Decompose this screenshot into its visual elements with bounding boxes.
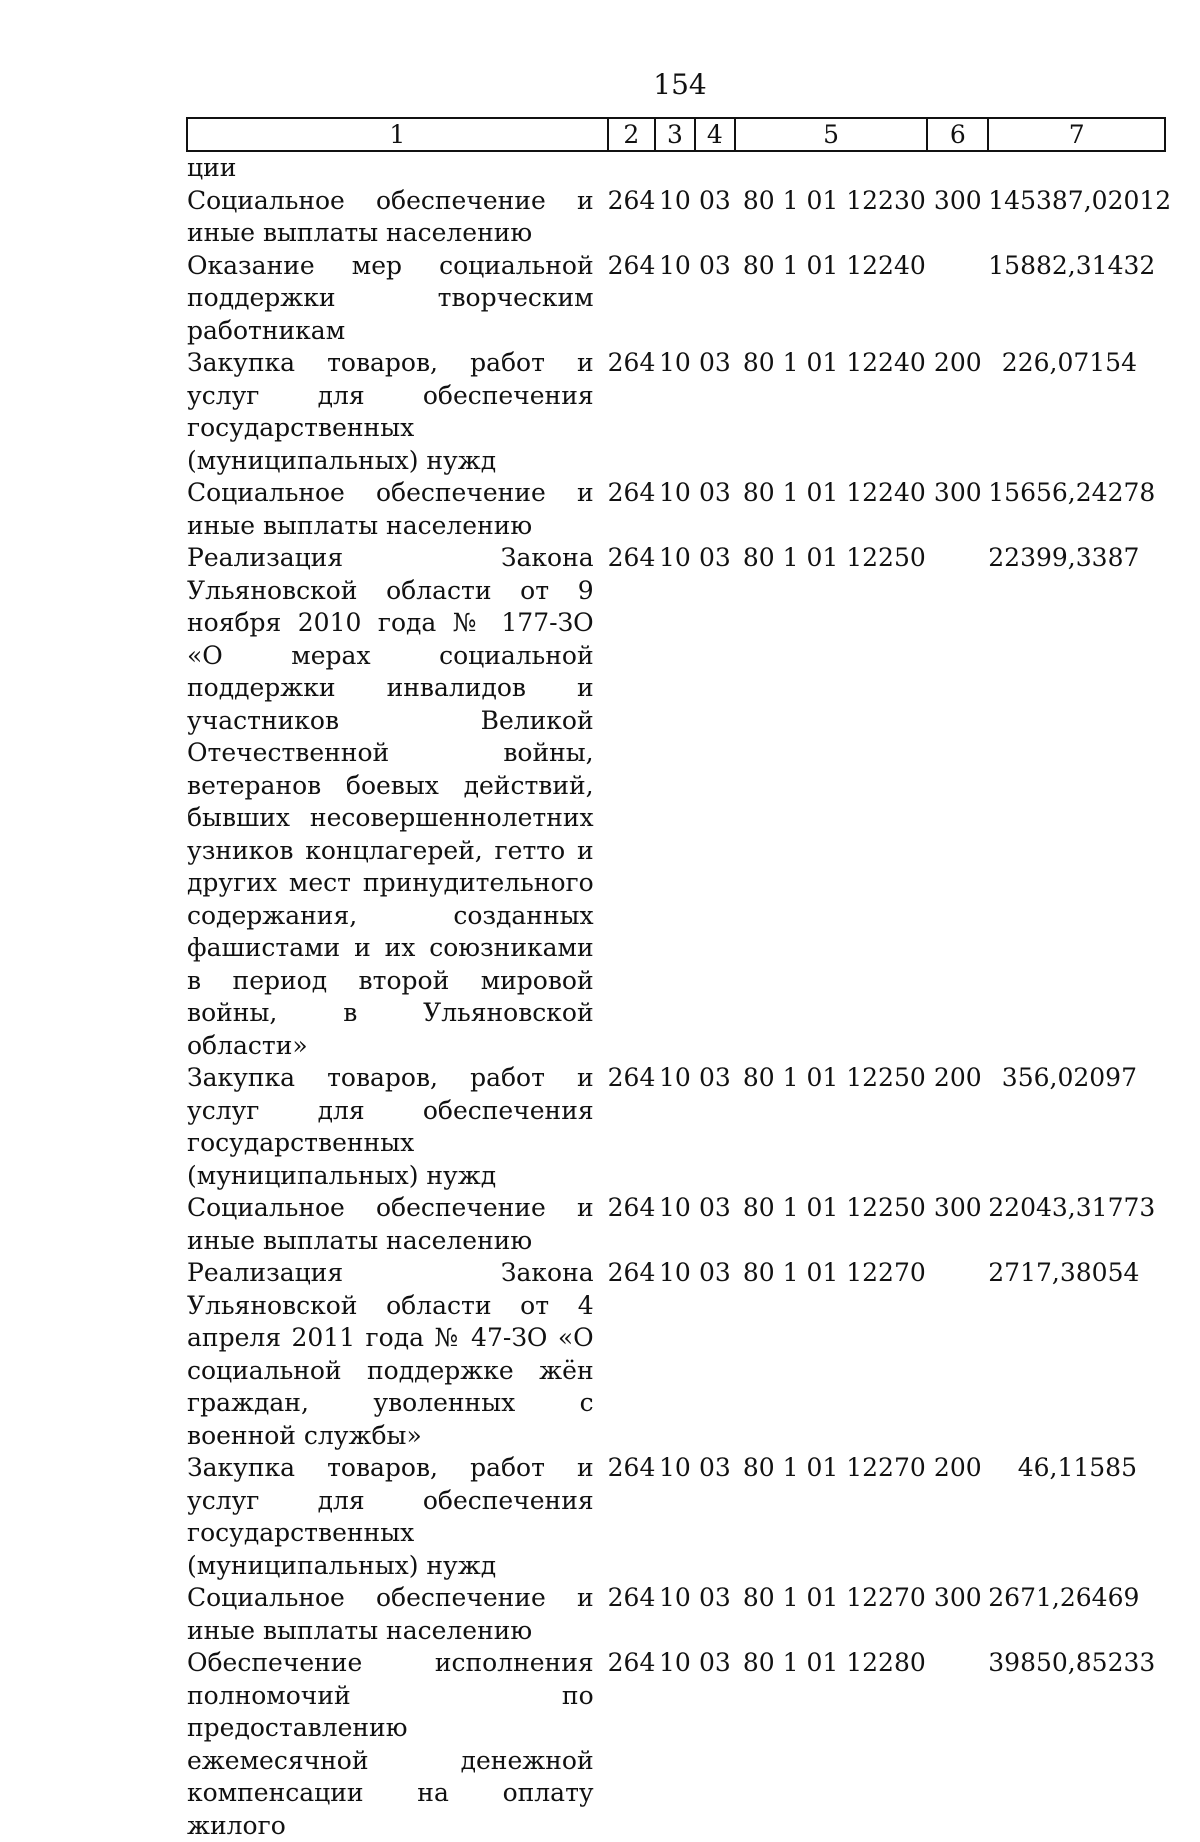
cell-amount: 22043,31773 xyxy=(988,1193,1156,1222)
cell-ministry: 264 xyxy=(607,1648,656,1677)
cell-amount: 226,07154 xyxy=(1001,348,1137,377)
cell-target: 80 1 01 12270 xyxy=(742,1583,926,1612)
cell-type: 300 xyxy=(933,1583,982,1612)
cell-section xyxy=(655,151,695,185)
cell-name: Социальное обеспечение и иные выплаты населению xyxy=(187,478,594,540)
table-row xyxy=(187,250,1165,348)
cell-section: 10 xyxy=(659,1063,691,1092)
cell-amount: 2671,26469 xyxy=(988,1583,1140,1612)
cell-ministry xyxy=(608,151,655,185)
cell-type: 300 xyxy=(933,478,982,507)
column-header-target: 5 xyxy=(735,118,927,151)
cell-target: 80 1 01 12240 xyxy=(742,348,926,377)
table-row xyxy=(187,185,1165,250)
cell-subsection: 03 xyxy=(698,348,731,377)
cell-target: 80 1 01 12240 xyxy=(742,250,926,280)
cell-type xyxy=(927,1647,988,1842)
cell-section: 10 xyxy=(659,1193,691,1222)
cell-section: 10 xyxy=(659,1583,691,1612)
cell-section: 10 xyxy=(659,1453,691,1482)
cell-target: 80 1 01 12230 xyxy=(742,185,926,215)
cell-subsection: 03 xyxy=(698,1258,731,1287)
cell-type: 200 xyxy=(933,1453,982,1482)
cell-name: Обеспечение исполнения полномочий по предоставлению ежемесячной денежной компенсации на оплату жилого xyxy=(187,1648,594,1840)
cell-target: 80 1 01 12250 xyxy=(742,543,926,572)
table-header xyxy=(187,118,1165,151)
column-header-section: 3 xyxy=(655,118,695,151)
cell-subsection: 03 xyxy=(698,478,731,507)
cell-target: 80 1 01 12270 xyxy=(742,1258,926,1287)
cell-section: 10 xyxy=(659,478,691,507)
cell-name: Оказание мер социальной поддержки творческим работникам xyxy=(187,250,594,345)
cell-target: 80 1 01 12280 xyxy=(742,1648,926,1677)
table-row xyxy=(187,477,1165,542)
cell-amount: 15882,31432 xyxy=(988,250,1156,280)
cell-name: Реализация Закона Ульяновской области от 4 апреля 2011 года № 47-ЗО «О социальной поддержке жён граждан, уволенных с военной службы» xyxy=(187,1258,594,1450)
cell-ministry: 264 xyxy=(607,250,656,280)
table-row xyxy=(187,1257,1165,1452)
column-header-amount: 7 xyxy=(988,118,1165,151)
cell-type: 300 xyxy=(933,185,982,215)
cell-subsection: 03 xyxy=(698,1453,731,1482)
cell-ministry: 264 xyxy=(607,1258,656,1287)
cell-name: Закупка товаров, работ и услуг для обеспечения государственных (муниципальных) нужд xyxy=(187,348,594,475)
cell-name: Социальное обеспечение и иные выплаты населению xyxy=(187,1583,594,1645)
table-body xyxy=(187,151,1172,1842)
cell-subsection: 03 xyxy=(698,185,731,215)
cell-amount: 39850,85233 xyxy=(988,1648,1156,1677)
cell-ministry: 264 xyxy=(607,478,656,507)
cell-amount: 145387,02012 xyxy=(988,185,1172,215)
cell-amount xyxy=(988,151,1165,185)
cell-target: 80 1 01 12270 xyxy=(742,1453,926,1482)
cell-ministry: 264 xyxy=(607,1063,656,1092)
table-row xyxy=(187,1062,1165,1192)
cell-ministry: 264 xyxy=(607,185,656,215)
cell-subsection: 03 xyxy=(698,1063,731,1092)
cell-amount: 356,02097 xyxy=(1001,1063,1137,1092)
cell-ministry: 264 xyxy=(607,1453,656,1482)
column-header-subsection: 4 xyxy=(695,118,735,151)
cell-ministry: 264 xyxy=(607,543,656,572)
cell-type xyxy=(927,250,988,348)
page-number: 154 xyxy=(653,68,707,101)
cell-ministry: 264 xyxy=(607,1583,656,1612)
cell-target: 80 1 01 12250 xyxy=(742,1193,926,1222)
cell-section: 10 xyxy=(659,1648,691,1677)
cell-target: 80 1 01 12250 xyxy=(742,1063,926,1092)
table-row xyxy=(187,1647,1165,1842)
cell-amount: 2717,38054 xyxy=(988,1258,1140,1287)
column-header-type: 6 xyxy=(927,118,988,151)
cell-ministry: 264 xyxy=(607,1193,656,1222)
cell-target: 80 1 01 12240 xyxy=(742,478,926,507)
cell-name: Социальное обеспечение и иные выплаты населению xyxy=(187,1193,594,1255)
cell-type xyxy=(927,542,988,1062)
cell-type xyxy=(927,1257,988,1452)
cell-subsection: 03 xyxy=(698,543,731,572)
cell-amount: 15656,24278 xyxy=(988,478,1156,507)
cell-amount: 46,11585 xyxy=(1017,1453,1137,1482)
column-header-name: 1 xyxy=(187,118,608,151)
cell-subsection: 03 xyxy=(698,1648,731,1677)
cell-name: Закупка товаров, работ и услуг для обеспечения государственных (муниципальных) нужд xyxy=(187,1063,594,1190)
cell-amount: 22399,3387 xyxy=(988,543,1140,572)
table-row xyxy=(187,347,1165,477)
cell-section: 10 xyxy=(659,185,691,215)
cell-subsection: 03 xyxy=(698,1193,731,1222)
cell-name: Закупка товаров, работ и услуг для обеспечения государственных (муниципальных) нужд xyxy=(187,1453,594,1580)
cell-section: 10 xyxy=(659,348,691,377)
table-row xyxy=(187,542,1165,1062)
cell-subsection: 03 xyxy=(698,1583,731,1612)
cell-subsection: 03 xyxy=(698,250,731,280)
table-row xyxy=(187,1192,1165,1257)
cell-target xyxy=(735,151,927,185)
table-row xyxy=(187,1452,1165,1582)
cell-subsection xyxy=(695,151,735,185)
cell-ministry: 264 xyxy=(607,348,656,377)
header-row xyxy=(187,118,1165,151)
cell-type: 300 xyxy=(933,1193,982,1222)
cell-type: 200 xyxy=(933,348,982,377)
cell-name: ции xyxy=(187,153,237,182)
column-header-ministry: 2 xyxy=(608,118,655,151)
cell-type xyxy=(927,151,988,185)
cell-name: Социальное обеспечение и иные выплаты населению xyxy=(187,185,594,247)
cell-type: 200 xyxy=(933,1063,982,1092)
cell-section: 10 xyxy=(659,543,691,572)
cell-name: Реализация Закона Ульяновской области от 9 ноября 2010 года № 177-ЗО «О мерах социальной поддержки инвалидов и участников Великой Отечественной войны, ветеранов боевых действий, бывших несовершеннолетних узников концлагерей, гетто и других мест принудительного содержания, созданных фашистами и их союзниками в период второй мировой войны, в Ульяновской области» xyxy=(187,543,594,1060)
cell-section: 10 xyxy=(659,250,691,280)
budget-table xyxy=(186,117,1172,1842)
cell-section: 10 xyxy=(659,1258,691,1287)
table-row xyxy=(187,1582,1165,1647)
table-row xyxy=(187,151,1165,185)
